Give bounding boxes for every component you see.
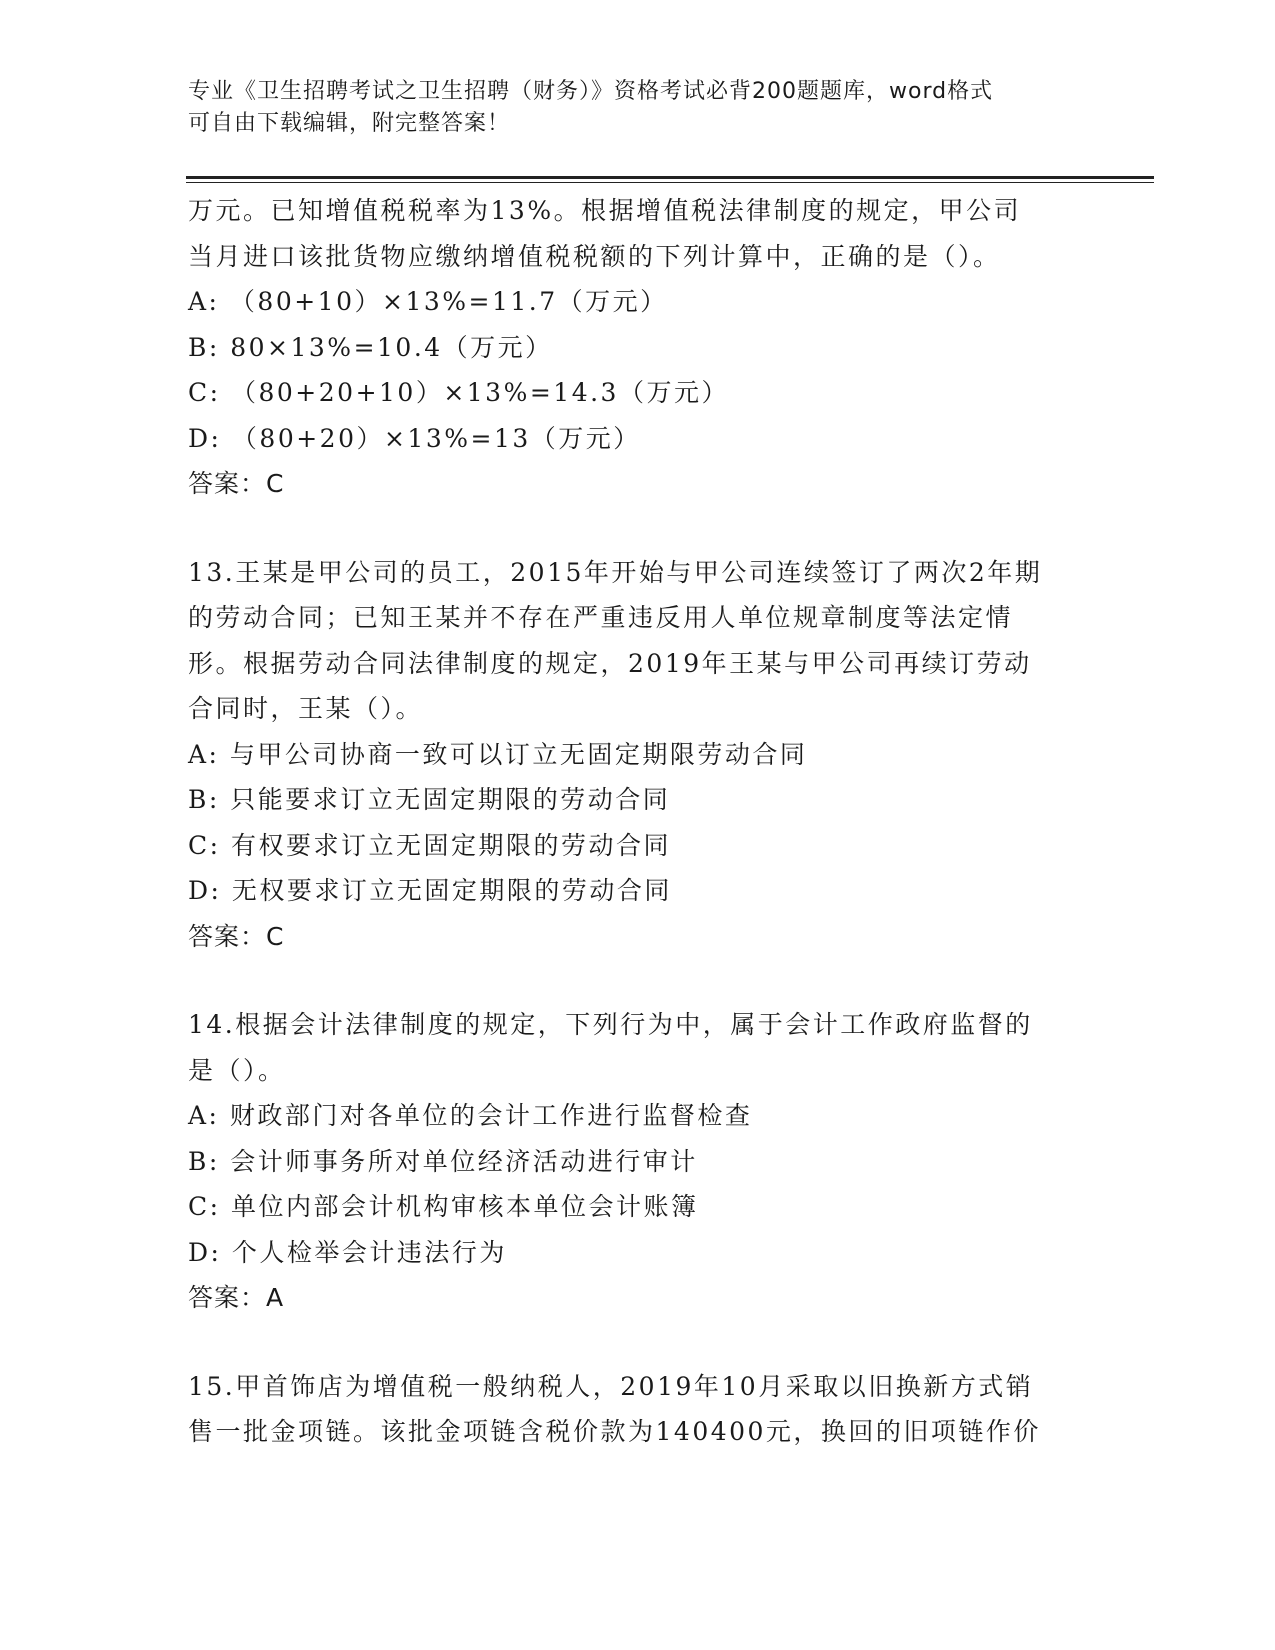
question-stem-line: 形。根据劳动合同法律制度的规定，2019年王某与甲公司再续订劳动	[188, 648, 1032, 678]
question-stem-line: 万元。已知增值税税率为13%。根据增值税法律制度的规定，甲公司	[188, 196, 1022, 225]
header-title-line-1: 专业《卫生招聘考试之卫生招聘（财务）》资格考试必背200题题库，word格式	[188, 79, 994, 104]
question-stem-line: 14.根据会计法律制度的规定，下列行为中，属于会计工作政府监督的	[188, 1010, 1033, 1039]
question-stem-line: 合同时，王某（）。	[188, 694, 424, 723]
option-d: D: 个人检举会计违法行为	[188, 1237, 507, 1267]
header-title-line-2: 可自由下载编辑，附完整答案！	[188, 111, 511, 136]
question-spacer	[188, 507, 1088, 550]
question-stem-line: 是（）。	[188, 1055, 286, 1085]
answer-line: 答案：A	[188, 1283, 285, 1312]
question-stem-line: 15.甲首饰店为增值税一般纳税人，2019年10月采取以旧换新方式销	[188, 1371, 1034, 1401]
answer-line: 答案：C	[188, 921, 285, 951]
option-a: A: 财政部门对各单位的会计工作进行监督检查	[188, 1101, 753, 1130]
question-14	[188, 1002, 1088, 1321]
question-stem-line: 售一批金项链。该批金项链含税价款为140400元，换回的旧项链作价	[188, 1417, 1041, 1446]
question-content	[188, 188, 1088, 1455]
option-b: B: 80×13%=10.4（万元）	[188, 332, 553, 362]
option-a: A: （80+10）×13%=11.7（万元）	[188, 287, 668, 316]
question-stem-line: 当月进口该批货物应缴纳增值税税额的下列计算中，正确的是（）。	[188, 241, 1001, 271]
question-13	[188, 550, 1088, 960]
option-c: C: 有权要求订立无固定期限的劳动合同	[188, 830, 671, 860]
question-spacer	[188, 1321, 1088, 1364]
option-c: C: 单位内部会计机构审核本单位会计账簿	[188, 1192, 699, 1221]
option-c: C: （80+20+10）×13%=14.3（万元）	[188, 378, 729, 407]
question-spacer	[188, 959, 1088, 1002]
question-12	[188, 188, 1088, 507]
option-a: A: 与甲公司协商一致可以订立无固定期限劳动合同	[188, 739, 808, 769]
option-b: B: 只能要求订立无固定期限的劳动合同	[188, 785, 671, 814]
answer-line: 答案：C	[188, 469, 285, 498]
option-b: B: 会计师事务所对单位经济活动进行审计	[188, 1146, 698, 1176]
question-stem-line: 13.王某是甲公司的员工，2015年开始与甲公司连续签订了两次2年期	[188, 557, 1043, 587]
header-divider-thick	[186, 176, 1154, 179]
document-header	[188, 76, 1068, 140]
option-d: D: 无权要求订立无固定期限的劳动合同	[188, 876, 672, 905]
question-15	[188, 1364, 1088, 1455]
option-d: D: （80+20）×13%=13（万元）	[188, 423, 641, 453]
question-stem-line: 的劳动合同；已知王某并不存在严重违反用人单位规章制度等法定情	[188, 603, 1014, 632]
header-divider-thin	[186, 182, 1154, 183]
